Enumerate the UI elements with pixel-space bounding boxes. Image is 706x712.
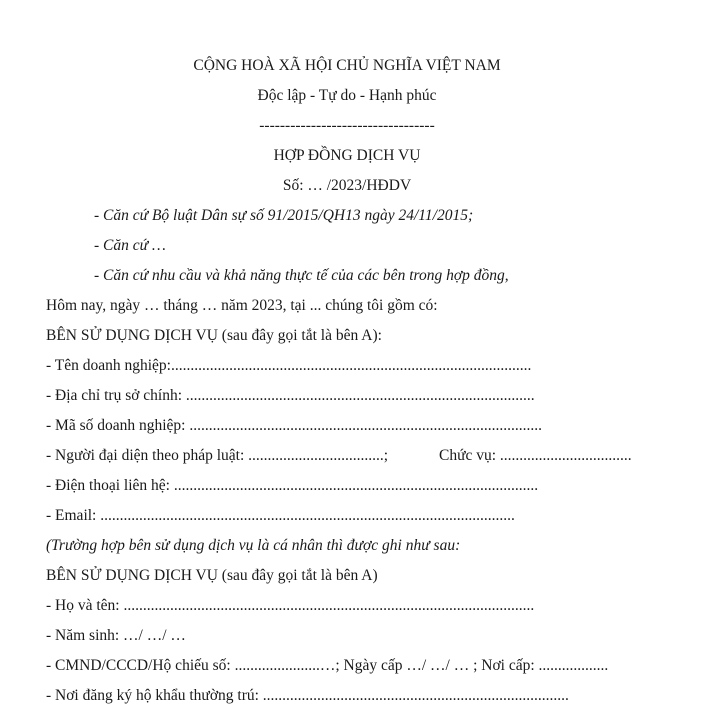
legal-basis-3: - Căn cứ nhu cầu và khả năng thực tế của các bên trong hợp đồng,	[94, 267, 509, 284]
intro-line: Hôm nay, ngày … tháng … năm 2023, tại ... chúng tôi gồm có:	[46, 297, 438, 314]
national-motto: Độc lập - Tự do - Hạnh phúc	[257, 87, 437, 104]
position-field: Chức vụ: ..................................	[439, 447, 632, 464]
header-divider: ----------------------------------	[259, 117, 435, 134]
party-a-heading: BÊN SỬ DỤNG DỊCH VỤ (sau đây gọi tắt là bên A):	[46, 327, 382, 344]
head-office-field: - Địa chỉ trụ sở chính: ..........................................................................................	[46, 387, 535, 404]
contract-title: HỢP ĐỒNG DỊCH VỤ	[273, 147, 421, 164]
contract-number: Số: … /2023/HĐDV	[282, 177, 412, 194]
id-number-field: - CMND/CCCD/Hộ chiếu số: ......................…; Ngày cấp …/ …/ … ; Nơi cấp: ..................	[46, 657, 609, 674]
email-field: - Email: ...........................................................................................................	[46, 507, 515, 524]
phone-field: - Điện thoại liên hệ: ..............................................................................................	[46, 477, 539, 494]
party-a-individual-heading: BÊN SỬ DỤNG DỊCH VỤ (sau đây gọi tắt là bên A)	[46, 567, 378, 584]
company-name-field: - Tên doanh nghiệp:.............................................................................................	[46, 357, 532, 374]
full-name-field: - Họ và tên: ..........................................................................................................	[46, 597, 535, 614]
birth-year-field: - Năm sinh: …/ …/ …	[46, 627, 186, 644]
individual-note: (Trường hợp bên sử dụng dịch vụ là cá nhân thì được ghi như sau:	[46, 537, 461, 554]
legal-basis-1: - Căn cứ Bộ luật Dân sự số 91/2015/QH13 ngày 24/11/2015;	[94, 207, 474, 224]
tax-code-field: - Mã số doanh nghiệp: ...........................................................................................	[46, 417, 542, 434]
legal-basis-2: - Căn cứ …	[94, 237, 166, 254]
residence-field: - Nơi đăng ký hộ khẩu thường trú: ...............................................................................	[46, 687, 569, 704]
representative-field: - Người đại diện theo pháp luật: ...................................;	[46, 447, 389, 464]
national-title: CỘNG HOÀ XÃ HỘI CHỦ NGHĨA VIỆT NAM	[193, 57, 501, 74]
